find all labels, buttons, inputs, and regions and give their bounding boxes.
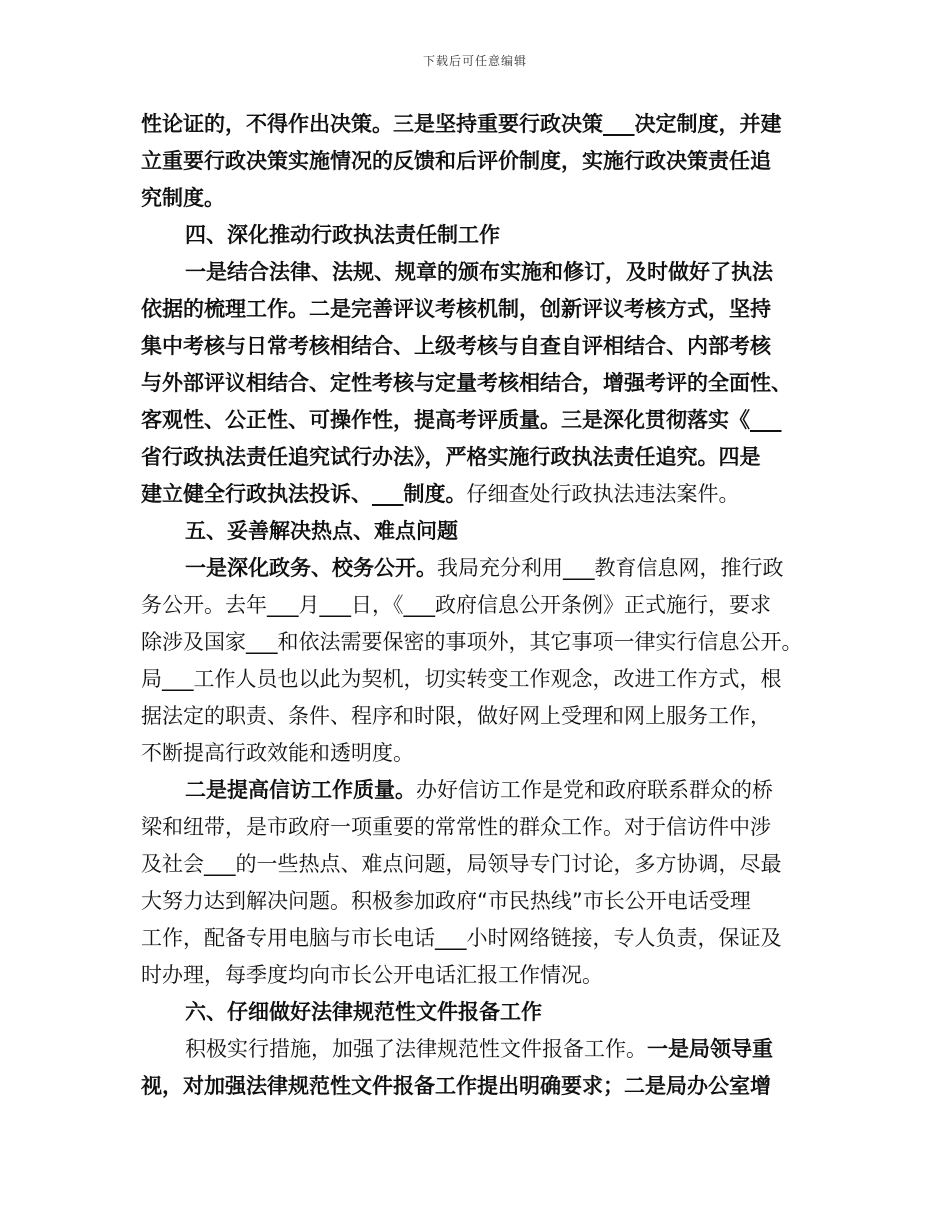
text-line: 时办理，每季度均向市长公开电话汇报工作情况。 <box>141 963 603 987</box>
bold-text: 一是深化政务、校务公开。 <box>185 556 437 580</box>
normal-text: 积极实行措施，加强了法律规范性文件报备工作。 <box>185 1037 647 1061</box>
normal-text: 办好信访工作是党和政府联系群众的桥 <box>416 778 773 802</box>
document-body <box>141 106 831 1105</box>
text-line: 大努力达到解决问题。积极参加政府“市民热线”市长公开电话受理 <box>141 889 751 913</box>
text-line: 视，对加强法律规范性文件报备工作提出明确要求；二是局办公室增 <box>141 1074 771 1098</box>
text-line <box>141 550 831 587</box>
normal-text: 我局充分利用___教育信息网，推行政 <box>437 556 784 580</box>
text-line <box>141 476 831 513</box>
text-line: 集中考核与日常考核相结合、上级考核与自查自评相结合、内部考核 <box>141 334 771 358</box>
text-line: 客观性、公正性、可操作性，提高考评质量。三是深化贯彻落实《___ <box>141 408 782 432</box>
text-line <box>141 1031 831 1068</box>
text-line: 据法定的职责、条件、程序和时限，做好网上受理和网上服务工作， <box>141 704 771 728</box>
normal-text: 仔细查处行政执法违法案件。 <box>466 482 740 506</box>
text-line: 立重要行政决策实施情况的反馈和后评价制度，实施行政决策责任追 <box>141 149 771 173</box>
text-line: 一是结合法律、法规、规章的颁布实施和修订，及时做好了执法 <box>185 260 773 284</box>
bold-text: 一是局领导重 <box>647 1037 773 1061</box>
text-line <box>141 772 831 809</box>
page-header: 下载后可任意编辑 <box>422 54 527 68</box>
text-line: 局___工作人员也以此为契机，切实转变工作观念，改进工作方式，根 <box>141 667 782 691</box>
text-line: 梁和纽带，是市政府一项重要的常常性的群众工作。对于信访件中涉 <box>141 815 771 839</box>
bold-text: 二是提高信访工作质量。 <box>185 778 416 802</box>
text-line: 工作，配备专用电脑与市长电话___小时网络链接，专人负责，保证及 <box>141 926 782 950</box>
text-line: 除涉及国家___和依法需要保密的事项外，其它事项一律实行信息公开。 <box>141 630 803 654</box>
text-line: 不断提高行政效能和透明度。 <box>141 741 414 765</box>
text-line: 省行政执法责任追究试行办法》，严格实施行政执法责任追究。四是 <box>141 445 761 469</box>
text-line: 务公开。去年___月___日，《___政府信息公开条例》正式施行，要求 <box>141 593 771 617</box>
text-line: 与外部评议相结合、定性考核与定量考核相结合，增强考评的全面性、 <box>141 371 792 395</box>
text-line: 究制度。 <box>141 186 225 210</box>
text-line: 六、仔细做好法律规范性文件报备工作 <box>185 1000 542 1024</box>
bold-text: 建立健全行政执法投诉、___制度。 <box>141 482 467 506</box>
text-line: 四、深化推动行政执法责任制工作 <box>185 223 500 247</box>
text-line: 性论证的，不得作出决策。三是坚持重要行政决策___决定制度，并建 <box>141 112 782 136</box>
text-line: 及社会___的一些热点、难点问题，局领导专门讨论，多方协调，尽最 <box>141 852 782 876</box>
text-line: 五、妥善解决热点、难点问题 <box>185 519 458 543</box>
text-line: 依据的梳理工作。二是完善评议考核机制，创新评议考核方式，坚持 <box>141 297 771 321</box>
